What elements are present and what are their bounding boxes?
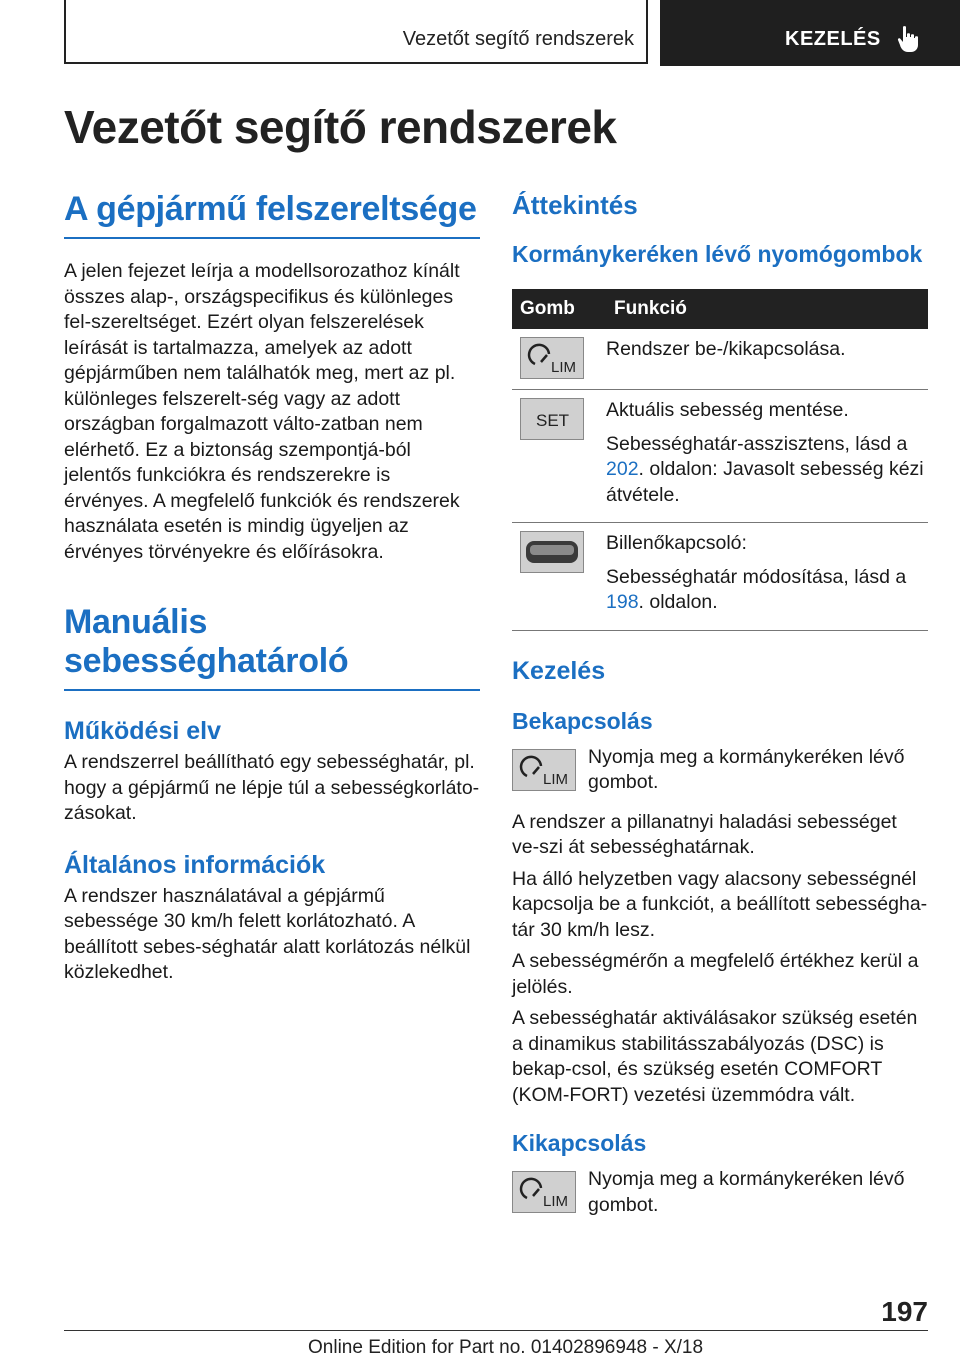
page-link-198[interactable]: 198 [606, 591, 639, 613]
switch-off-text: Nyomja meg a kormánykeréken lévő gombot. [588, 1168, 905, 1216]
heading-operation: Kezelés [512, 656, 606, 685]
buttons-table [512, 289, 928, 631]
left-column [64, 190, 480, 986]
switch-off-instruction [512, 1167, 928, 1218]
header-chapter-title: KEZELÉS [785, 28, 881, 50]
paragraph-on-2: Ha álló helyzetben vagy alacsony sebességnél kapcsolja be a funkciót, a beállított sebességha-tár 30 km/h lesz. [512, 867, 928, 941]
lim-button-icon [512, 1171, 576, 1213]
page-number: 197 [881, 1296, 928, 1327]
heading-wheel-buttons: Kormánykeréken lévő nyomógombok [512, 241, 923, 267]
paragraph-equipment: A jelen fejezet leírja a modellsorozathoz kínált összes alap-, országspecifikus és különleges fel-szereltséget. Ezért olyan felszerelések leírását is tartalmazza, amelyek az adott gépjárműben nem találhatók meg, mert az pl. különleges felszerelt-ség vagy az adott országban forgalmazott válto-zatban nem elérhető. Ez a biztonság szempontjá-ból jelentős funkciókra és rendszerekre is érvényes. A megfelelő funkciók és rendszerek használata esetén is mindig ügyeljen az érvényes törvényekre és előírásokra. [64, 260, 460, 563]
svg-text:SET: SET [536, 411, 570, 430]
header-section-box [64, 0, 648, 64]
heading-general-info: Általános információk [64, 850, 326, 879]
footer-edition: Online Edition for Part no. 01402896948 - X/18 [308, 1337, 704, 1358]
page-header [0, 0, 960, 66]
lim-button-icon [512, 749, 576, 791]
table-row [512, 523, 928, 631]
rocker-function-text: Billenőkapcsoló: [606, 532, 747, 554]
rocker-switch-icon [520, 531, 584, 573]
switch-on-instruction [512, 745, 928, 796]
table-row [512, 329, 928, 390]
paragraph-on-4: A sebességhatár aktiválásakor szükség esetén a dinamikus stabilitásszabályozás (DSC) is bekap-csol, és szükség esetén COMFORT (KOM-FORT) vezetési üzemmódra vált. [512, 1007, 918, 1106]
heading-overview: Áttekintés [512, 190, 638, 220]
svg-text:LIM: LIM [543, 770, 569, 788]
set-button-icon [520, 398, 584, 440]
heading-switch-on: Bekapcsolás [512, 707, 653, 734]
page-link-202[interactable]: 202 [606, 458, 639, 480]
pointing-hand-icon [897, 25, 919, 58]
lim-function-text: Rendszer be-/kikapcsolása. [606, 338, 846, 360]
svg-text:LIM: LIM [551, 359, 577, 376]
table-row [512, 390, 928, 523]
heading-equipment: A gépjármű felszereltsége [64, 190, 480, 239]
table-header-function: Funkció [606, 289, 928, 329]
paragraph-on-3: A sebességmérőn a megfelelő értékhez kerül a jelölés. [512, 950, 919, 998]
switch-on-text: Nyomja meg a kormánykeréken lévő gombot. [588, 745, 905, 793]
heading-principle: Működési elv [64, 717, 221, 745]
set-function-reference: Sebességhatár-asszisztens, lásd a 202. oldalon: Javasolt sebesség kézi átvétele. [606, 432, 924, 506]
paragraph-principle: A rendszerrel beállítható egy sebességhatár, pl. hogy a gépjármű ne lépje túl a sebességkorláto-zásokat. [64, 751, 480, 824]
heading-switch-off: Kikapcsolás [512, 1130, 647, 1156]
table-header-button: Gomb [512, 289, 606, 329]
right-column [512, 190, 928, 1218]
table-header-row [512, 289, 928, 329]
lim-button-icon [520, 337, 584, 379]
paragraph-on-1: A rendszer a pillanatnyi haladási sebességet ve-szi át sebességhatárnak. [512, 810, 897, 858]
rocker-function-reference: Sebességhatár módosítása, lásd a 198. oldalon. [606, 565, 907, 613]
svg-text:LIM: LIM [543, 1193, 569, 1210]
header-chapter-tab [660, 0, 960, 66]
footer-divider [64, 1330, 928, 1331]
page-title: Vezetőt segítő rendszerek [64, 101, 617, 153]
header-section-title: Vezetőt segítő rendszerek [402, 28, 634, 50]
heading-manual-limiter: Manuális sebességhatároló [64, 603, 480, 691]
paragraph-general-info: A rendszer használatával a gépjármű sebessége 30 km/h felett korlátozható. A beállított sebes-séghatár alatt korlátozás nélkül közlekedhet. [64, 884, 471, 983]
set-function-text: Aktuális sebesség mentése. [606, 399, 849, 421]
